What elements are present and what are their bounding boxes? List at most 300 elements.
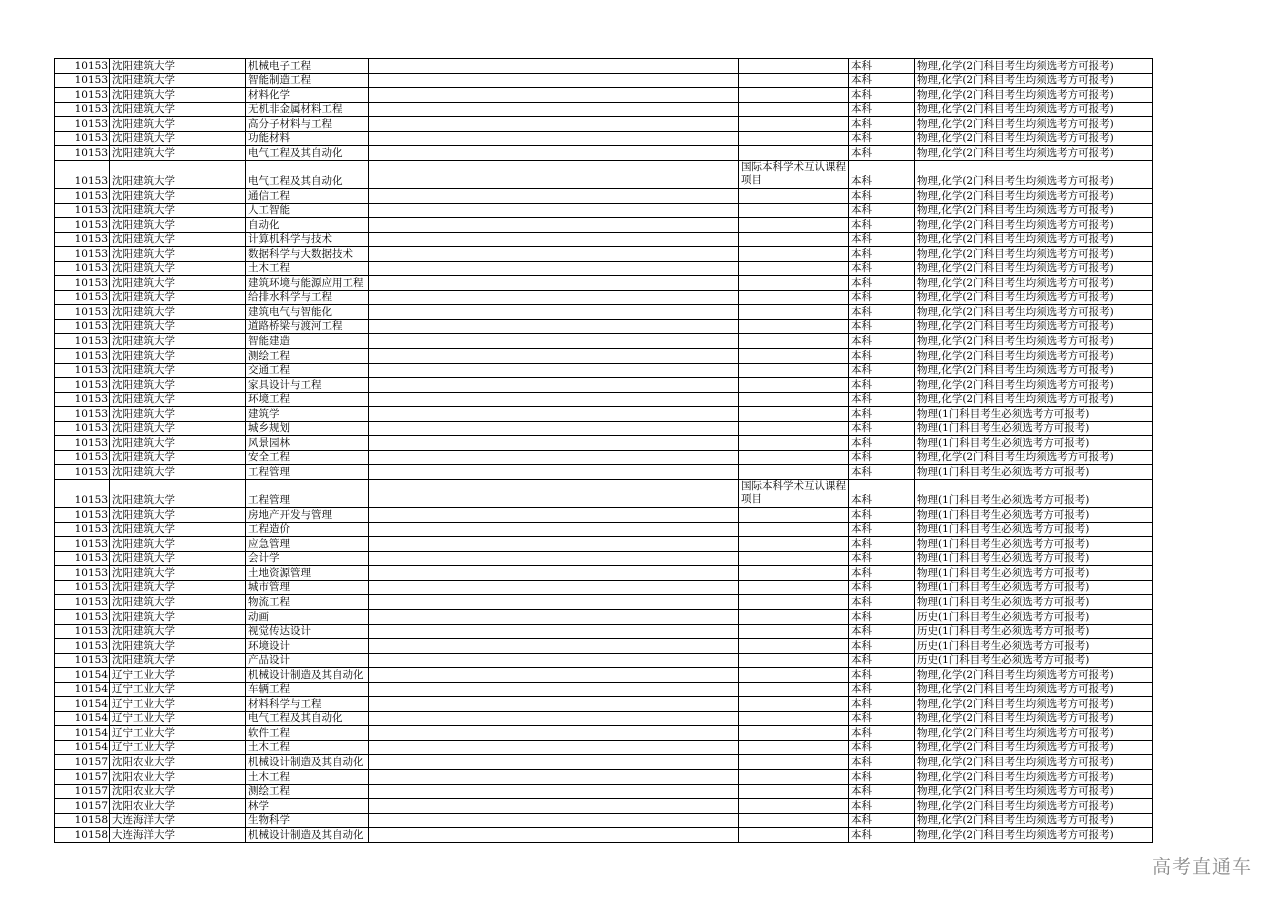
major-cell: 土地资源管理 [246,566,369,581]
school-code-cell: 10153 [55,261,110,276]
requirement-cell: 物理(1门科目考生必须选考方可报考) [915,436,1153,451]
watermark-text: 高考直通车 [1151,856,1252,878]
school-name-cell: 沈阳建筑大学 [110,59,246,74]
school-code-cell: 10153 [55,334,110,349]
requirement-cell: 物理,化学(2门科目考生均须选考方可报考) [915,726,1153,741]
blank-cell [369,580,739,595]
blank-cell [369,609,739,624]
major-cell: 应急管理 [246,537,369,552]
requirement-cell: 物理,化学(2门科目考生均须选考方可报考) [915,378,1153,393]
blank-cell [369,407,739,422]
school-name-cell: 辽宁工业大学 [110,668,246,683]
table-row [55,218,1153,233]
requirement-cell: 物理,化学(2门科目考生均须选考方可报考) [915,349,1153,364]
blank-cell [369,537,739,552]
major-cell: 视觉传达设计 [246,624,369,639]
requirement-cell: 物理,化学(2门科目考生均须选考方可报考) [915,319,1153,334]
table-row [55,450,1153,465]
note-cell [739,711,849,726]
note-cell [739,755,849,770]
blank-cell [369,146,739,161]
school-code-cell: 10153 [55,522,110,537]
level-cell: 本科 [849,769,915,784]
blank-cell [369,551,739,566]
requirement-cell: 物理(1门科目考生必须选考方可报考) [915,551,1153,566]
requirement-cell: 物理,化学(2门科目考生均须选考方可报考) [915,73,1153,88]
level-cell: 本科 [849,160,915,188]
school-name-cell: 沈阳农业大学 [110,799,246,814]
school-code-cell: 10153 [55,551,110,566]
major-cell: 软件工程 [246,726,369,741]
school-name-cell: 沈阳建筑大学 [110,232,246,247]
school-code-cell: 10153 [55,203,110,218]
note-cell [739,436,849,451]
school-name-cell: 沈阳建筑大学 [110,450,246,465]
note-cell [739,363,849,378]
level-cell: 本科 [849,276,915,291]
requirement-cell: 物理,化学(2门科目考生均须选考方可报考) [915,392,1153,407]
note-cell [739,740,849,755]
blank-cell [369,276,739,291]
blank-cell [369,740,739,755]
school-code-cell: 10154 [55,697,110,712]
note-cell [739,261,849,276]
table-row [55,740,1153,755]
table-row [55,436,1153,451]
school-code-cell: 10153 [55,653,110,668]
requirement-cell: 物理,化学(2门科目考生均须选考方可报考) [915,189,1153,204]
major-cell: 土木工程 [246,769,369,784]
major-cell: 建筑学 [246,407,369,422]
table-row [55,653,1153,668]
table-row [55,595,1153,610]
major-cell: 土木工程 [246,261,369,276]
school-code-cell: 10153 [55,465,110,480]
level-cell: 本科 [849,421,915,436]
note-cell [739,247,849,262]
note-cell [739,305,849,320]
school-code-cell: 10153 [55,59,110,74]
blank-cell [369,131,739,146]
note-cell [739,218,849,233]
requirement-cell: 物理,化学(2门科目考生均须选考方可报考) [915,711,1153,726]
school-name-cell: 沈阳建筑大学 [110,421,246,436]
level-cell: 本科 [849,290,915,305]
table-row [55,421,1153,436]
school-name-cell: 沈阳建筑大学 [110,218,246,233]
requirement-cell: 物理,化学(2门科目考生均须选考方可报考) [915,247,1153,262]
level-cell: 本科 [849,609,915,624]
major-cell: 建筑电气与智能化 [246,305,369,320]
school-code-cell: 10153 [55,639,110,654]
major-cell: 房地产开发与管理 [246,508,369,523]
level-cell: 本科 [849,102,915,117]
school-name-cell: 沈阳建筑大学 [110,508,246,523]
table-row [55,189,1153,204]
requirement-cell: 历史(1门科目考生必须选考方可报考) [915,639,1153,654]
school-name-cell: 沈阳建筑大学 [110,334,246,349]
blank-cell [369,73,739,88]
school-code-cell: 10153 [55,160,110,188]
table-row [55,261,1153,276]
blank-cell [369,117,739,132]
table-row [55,609,1153,624]
table-row [55,624,1153,639]
school-code-cell: 10153 [55,363,110,378]
note-cell [739,508,849,523]
table-row [55,305,1153,320]
note-cell [739,88,849,103]
major-cell: 机械设计制造及其自动化 [246,828,369,843]
school-code-cell: 10154 [55,740,110,755]
level-cell: 本科 [849,247,915,262]
level-cell: 本科 [849,392,915,407]
table-row [55,131,1153,146]
blank-cell [369,639,739,654]
blank-cell [369,232,739,247]
school-name-cell: 沈阳建筑大学 [110,160,246,188]
table-row [55,407,1153,422]
requirement-cell: 物理,化学(2门科目考生均须选考方可报考) [915,232,1153,247]
major-cell: 车辆工程 [246,682,369,697]
note-cell [739,697,849,712]
requirement-cell: 物理,化学(2门科目考生均须选考方可报考) [915,102,1153,117]
school-code-cell: 10153 [55,349,110,364]
major-cell: 工程管理 [246,479,369,507]
blank-cell [369,421,739,436]
school-name-cell: 沈阳建筑大学 [110,261,246,276]
major-cell: 环境设计 [246,639,369,654]
level-cell: 本科 [849,261,915,276]
level-cell: 本科 [849,465,915,480]
major-cell: 林学 [246,799,369,814]
table-row [55,697,1153,712]
note-cell [739,349,849,364]
major-cell: 交通工程 [246,363,369,378]
school-name-cell: 沈阳建筑大学 [110,247,246,262]
school-code-cell: 10153 [55,102,110,117]
level-cell: 本科 [849,232,915,247]
school-code-cell: 10157 [55,769,110,784]
school-code-cell: 10153 [55,146,110,161]
school-code-cell: 10153 [55,580,110,595]
blank-cell [369,203,739,218]
level-cell: 本科 [849,59,915,74]
note-cell [739,146,849,161]
note-cell [739,465,849,480]
note-cell [739,813,849,828]
school-name-cell: 沈阳建筑大学 [110,595,246,610]
school-code-cell: 10153 [55,508,110,523]
requirement-cell: 物理(1门科目考生必须选考方可报考) [915,508,1153,523]
level-cell: 本科 [849,131,915,146]
level-cell: 本科 [849,218,915,233]
table-row [55,73,1153,88]
blank-cell [369,436,739,451]
note-cell [739,726,849,741]
requirement-cell: 物理,化学(2门科目考生均须选考方可报考) [915,755,1153,770]
requirement-cell: 物理(1门科目考生必须选考方可报考) [915,421,1153,436]
major-cell: 土木工程 [246,740,369,755]
note-cell [739,799,849,814]
school-name-cell: 沈阳建筑大学 [110,465,246,480]
school-code-cell: 10154 [55,668,110,683]
school-name-cell: 辽宁工业大学 [110,682,246,697]
table-row [55,508,1153,523]
major-cell: 智能建造 [246,334,369,349]
table-row [55,828,1153,843]
major-cell: 环境工程 [246,392,369,407]
requirement-cell: 物理,化学(2门科目考生均须选考方可报考) [915,697,1153,712]
blank-cell [369,784,739,799]
table-row [55,551,1153,566]
school-name-cell: 沈阳建筑大学 [110,653,246,668]
school-name-cell: 沈阳农业大学 [110,784,246,799]
level-cell: 本科 [849,813,915,828]
note-cell [739,639,849,654]
major-cell: 安全工程 [246,450,369,465]
table-row [55,146,1153,161]
table-row [55,59,1153,74]
level-cell: 本科 [849,828,915,843]
blank-cell [369,290,739,305]
school-code-cell: 10158 [55,813,110,828]
major-cell: 建筑环境与能源应用工程 [246,276,369,291]
school-code-cell: 10153 [55,117,110,132]
level-cell: 本科 [849,479,915,507]
table-row [55,769,1153,784]
blank-cell [369,334,739,349]
table-row [55,566,1153,581]
level-cell: 本科 [849,334,915,349]
school-code-cell: 10157 [55,784,110,799]
table-row [55,479,1153,507]
table-row [55,755,1153,770]
level-cell: 本科 [849,319,915,334]
level-cell: 本科 [849,363,915,378]
school-name-cell: 沈阳建筑大学 [110,639,246,654]
major-cell: 机械设计制造及其自动化 [246,755,369,770]
blank-cell [369,566,739,581]
requirement-cell: 历史(1门科目考生必须选考方可报考) [915,609,1153,624]
major-cell: 智能制造工程 [246,73,369,88]
major-cell: 动画 [246,609,369,624]
major-cell: 测绘工程 [246,349,369,364]
school-code-cell: 10157 [55,799,110,814]
major-cell: 机械电子工程 [246,59,369,74]
requirement-cell: 物理,化学(2门科目考生均须选考方可报考) [915,740,1153,755]
blank-cell [369,247,739,262]
blank-cell [369,88,739,103]
table-row [55,247,1153,262]
note-cell [739,203,849,218]
level-cell: 本科 [849,189,915,204]
requirement-cell: 物理,化学(2门科目考生均须选考方可报考) [915,799,1153,814]
school-code-cell: 10153 [55,319,110,334]
blank-cell [369,711,739,726]
major-cell: 生物科学 [246,813,369,828]
blank-cell [369,305,739,320]
major-cell: 工程造价 [246,522,369,537]
table-row [55,639,1153,654]
major-cell: 道路桥梁与渡河工程 [246,319,369,334]
major-cell: 城市管理 [246,580,369,595]
school-name-cell: 沈阳建筑大学 [110,276,246,291]
table-row [55,203,1153,218]
school-code-cell: 10153 [55,407,110,422]
note-cell [739,784,849,799]
school-code-cell: 10154 [55,726,110,741]
school-code-cell: 10153 [55,566,110,581]
note-cell [739,537,849,552]
school-name-cell: 沈阳建筑大学 [110,117,246,132]
school-code-cell: 10153 [55,595,110,610]
school-name-cell: 沈阳建筑大学 [110,305,246,320]
school-code-cell: 10153 [55,305,110,320]
note-cell [739,595,849,610]
level-cell: 本科 [849,522,915,537]
table-row [55,319,1153,334]
note-cell [739,131,849,146]
school-name-cell: 沈阳建筑大学 [110,537,246,552]
school-name-cell: 沈阳建筑大学 [110,624,246,639]
table-row [55,711,1153,726]
major-cell: 无机非金属材料工程 [246,102,369,117]
note-cell [739,290,849,305]
school-name-cell: 沈阳建筑大学 [110,102,246,117]
level-cell: 本科 [849,407,915,422]
table-row [55,349,1153,364]
table-row [55,580,1153,595]
major-cell: 数据科学与大数据技术 [246,247,369,262]
blank-cell [369,508,739,523]
requirement-cell: 物理,化学(2门科目考生均须选考方可报考) [915,117,1153,132]
note-cell [739,334,849,349]
school-name-cell: 沈阳农业大学 [110,769,246,784]
school-name-cell: 沈阳建筑大学 [110,146,246,161]
school-code-cell: 10154 [55,711,110,726]
note-cell [739,551,849,566]
requirement-cell: 物理(1门科目考生必须选考方可报考) [915,479,1153,507]
major-cell: 功能材料 [246,131,369,146]
blank-cell [369,813,739,828]
school-code-cell: 10153 [55,232,110,247]
table-row [55,88,1153,103]
blank-cell [369,624,739,639]
note-cell: 国际本科学术互认课程项目 [739,479,849,507]
school-code-cell: 10153 [55,479,110,507]
table-row [55,378,1153,393]
major-cell: 人工智能 [246,203,369,218]
level-cell: 本科 [849,436,915,451]
school-code-cell: 10153 [55,450,110,465]
school-name-cell: 沈阳建筑大学 [110,436,246,451]
level-cell: 本科 [849,653,915,668]
school-code-cell: 10153 [55,189,110,204]
school-name-cell: 大连海洋大学 [110,828,246,843]
level-cell: 本科 [849,450,915,465]
school-code-cell: 10157 [55,755,110,770]
level-cell: 本科 [849,580,915,595]
table-row [55,363,1153,378]
major-cell: 自动化 [246,218,369,233]
requirement-cell: 物理,化学(2门科目考生均须选考方可报考) [915,363,1153,378]
blank-cell [369,522,739,537]
table-row [55,537,1153,552]
table-row [55,392,1153,407]
major-cell: 材料化学 [246,88,369,103]
school-code-cell: 10153 [55,421,110,436]
level-cell: 本科 [849,799,915,814]
blank-cell [369,378,739,393]
level-cell: 本科 [849,203,915,218]
level-cell: 本科 [849,726,915,741]
school-code-cell: 10153 [55,247,110,262]
level-cell: 本科 [849,624,915,639]
note-cell [739,59,849,74]
note-cell [739,522,849,537]
requirement-cell: 历史(1门科目考生必须选考方可报考) [915,624,1153,639]
requirement-cell: 物理,化学(2门科目考生均须选考方可报考) [915,261,1153,276]
school-code-cell: 10153 [55,436,110,451]
requirement-cell: 物理,化学(2门科目考生均须选考方可报考) [915,146,1153,161]
school-code-cell: 10153 [55,609,110,624]
major-cell: 通信工程 [246,189,369,204]
blank-cell [369,755,739,770]
level-cell: 本科 [849,146,915,161]
level-cell: 本科 [849,755,915,770]
major-cell: 家具设计与工程 [246,378,369,393]
note-cell [739,609,849,624]
requirement-cell: 物理,化学(2门科目考生均须选考方可报考) [915,813,1153,828]
blank-cell [369,465,739,480]
level-cell: 本科 [849,305,915,320]
level-cell: 本科 [849,73,915,88]
school-code-cell: 10154 [55,682,110,697]
requirement-cell: 历史(1门科目考生必须选考方可报考) [915,653,1153,668]
school-name-cell: 沈阳建筑大学 [110,609,246,624]
table-row [55,160,1153,188]
major-cell: 产品设计 [246,653,369,668]
school-name-cell: 沈阳建筑大学 [110,290,246,305]
table-row [55,522,1153,537]
table-row [55,682,1153,697]
requirement-cell: 物理(1门科目考生必须选考方可报考) [915,566,1153,581]
requirement-cell: 物理,化学(2门科目考生均须选考方可报考) [915,218,1153,233]
requirement-cell: 物理,化学(2门科目考生均须选考方可报考) [915,88,1153,103]
blank-cell [369,697,739,712]
school-code-cell: 10153 [55,537,110,552]
school-name-cell: 沈阳建筑大学 [110,378,246,393]
table-row [55,668,1153,683]
school-code-cell: 10153 [55,88,110,103]
blank-cell [369,363,739,378]
requirement-cell: 物理(1门科目考生必须选考方可报考) [915,537,1153,552]
requirement-cell: 物理,化学(2门科目考生均须选考方可报考) [915,59,1153,74]
school-name-cell: 沈阳建筑大学 [110,580,246,595]
requirement-cell: 物理,化学(2门科目考生均须选考方可报考) [915,160,1153,188]
table-row [55,290,1153,305]
major-cell: 风景园林 [246,436,369,451]
major-cell: 高分子材料与工程 [246,117,369,132]
school-name-cell: 辽宁工业大学 [110,697,246,712]
table-row [55,726,1153,741]
school-name-cell: 沈阳建筑大学 [110,363,246,378]
enrollment-table [54,58,1153,843]
blank-cell [369,769,739,784]
school-name-cell: 沈阳建筑大学 [110,349,246,364]
blank-cell [369,261,739,276]
